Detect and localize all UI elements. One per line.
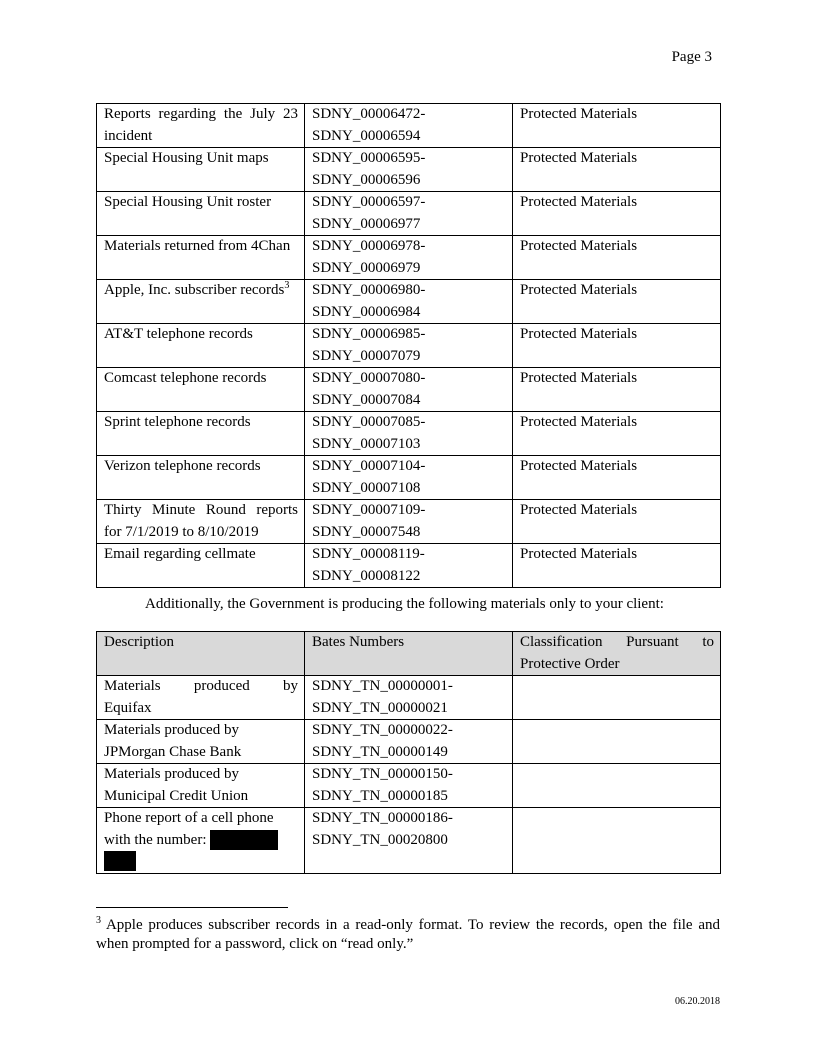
classification-cell bbox=[513, 148, 721, 192]
classification-text: Protected Materials bbox=[520, 150, 638, 166]
bates-cell bbox=[305, 192, 513, 236]
table-row bbox=[97, 412, 721, 456]
description-cell bbox=[97, 236, 305, 280]
footnote-marker: 3 bbox=[96, 915, 101, 926]
table-row bbox=[97, 544, 721, 588]
table-row bbox=[97, 280, 721, 324]
description-cell bbox=[97, 148, 305, 192]
description-text: Thirty Minute Round reports for 7/1/2019 to 8/10/2019 bbox=[104, 502, 298, 540]
table-row bbox=[97, 192, 721, 236]
bates-end: SDNY_00006977 bbox=[312, 215, 421, 232]
table-row bbox=[97, 764, 721, 808]
bates-cell bbox=[305, 456, 513, 500]
table-row bbox=[97, 368, 721, 412]
bates-start: SDNY_00006595- bbox=[312, 150, 426, 166]
bates-cell bbox=[305, 764, 513, 808]
description-cell bbox=[97, 324, 305, 368]
description-cell bbox=[97, 500, 305, 544]
classification-cell bbox=[513, 500, 721, 544]
description-cell bbox=[97, 764, 305, 808]
description-cell bbox=[97, 192, 305, 236]
description-line: Phone report of a cell phone bbox=[104, 810, 274, 826]
description-text: Verizon telephone records bbox=[104, 458, 261, 474]
table-row bbox=[97, 808, 721, 874]
description-cell bbox=[97, 676, 305, 720]
classification-text: Protected Materials bbox=[520, 502, 638, 518]
bates-end: SDNY_TN_00000149 bbox=[312, 743, 448, 760]
bates-cell bbox=[305, 236, 513, 280]
table-row bbox=[97, 456, 721, 500]
header-classification-text: Classification Pursuant to Protective Order bbox=[520, 634, 714, 672]
bates-start: SDNY_TN_00000150- bbox=[312, 766, 453, 782]
description-text: Special Housing Unit roster bbox=[104, 194, 272, 210]
bates-cell bbox=[305, 324, 513, 368]
description-text: Sprint telephone records bbox=[104, 414, 251, 430]
description-text: AT&T telephone records bbox=[104, 326, 253, 342]
table-row bbox=[97, 500, 721, 544]
classification-text: Protected Materials bbox=[520, 194, 638, 210]
bates-cell bbox=[305, 676, 513, 720]
bates-start: SDNY_TN_00000001- bbox=[312, 678, 453, 694]
description-text: Special Housing Unit maps bbox=[104, 150, 269, 166]
description-text: Materials returned from 4Chan bbox=[104, 238, 291, 254]
description-line: Materials produced by bbox=[104, 722, 239, 738]
description-text: Apple, Inc. subscriber records bbox=[104, 282, 285, 298]
bates-start: SDNY_00007109- bbox=[312, 502, 426, 518]
bates-end: SDNY_00006984 bbox=[312, 303, 421, 320]
classification-cell bbox=[513, 368, 721, 412]
bates-end: SDNY_00007548 bbox=[312, 523, 421, 540]
bates-start: SDNY_00007104- bbox=[312, 458, 426, 474]
description-cell bbox=[97, 544, 305, 588]
bates-start: SDNY_00006980- bbox=[312, 282, 426, 298]
bates-cell bbox=[305, 148, 513, 192]
classification-cell bbox=[513, 236, 721, 280]
footnote-reference: 3 bbox=[284, 280, 290, 291]
description-text: Email regarding cellmate bbox=[104, 546, 256, 562]
classification-text: Protected Materials bbox=[520, 546, 638, 562]
description-cell bbox=[97, 808, 305, 874]
table-row bbox=[97, 148, 721, 192]
description-cell bbox=[97, 456, 305, 500]
classification-cell bbox=[513, 764, 721, 808]
bates-end: SDNY_00007079 bbox=[312, 347, 421, 364]
description-cell bbox=[97, 720, 305, 764]
bates-end: SDNY_TN_00020800 bbox=[312, 831, 448, 848]
bates-end: SDNY_00007108 bbox=[312, 479, 421, 496]
bates-cell bbox=[305, 368, 513, 412]
bates-start: SDNY_00007080- bbox=[312, 370, 426, 386]
bates-end: SDNY_00006596 bbox=[312, 171, 421, 188]
classification-text: Protected Materials bbox=[520, 458, 638, 474]
bates-start: SDNY_00006985- bbox=[312, 326, 426, 342]
bates-end: SDNY_00006979 bbox=[312, 259, 421, 276]
classification-cell bbox=[513, 676, 721, 720]
bates-cell bbox=[305, 544, 513, 588]
bates-cell bbox=[305, 280, 513, 324]
table-header-row bbox=[97, 632, 721, 676]
table-row bbox=[97, 104, 721, 148]
materials-table-protected bbox=[96, 103, 721, 588]
bates-end: SDNY_00006594 bbox=[312, 127, 421, 144]
description-line: Materials produced by bbox=[104, 678, 298, 694]
bates-end: SDNY_00007103 bbox=[312, 435, 421, 452]
classification-cell bbox=[513, 324, 721, 368]
classification-cell bbox=[513, 808, 721, 874]
bates-start: SDNY_00006472- bbox=[312, 106, 426, 122]
bates-cell bbox=[305, 808, 513, 874]
description-cell bbox=[97, 412, 305, 456]
footer-date: 06.20.2018 bbox=[675, 996, 720, 1007]
classification-cell bbox=[513, 104, 721, 148]
description-text: Reports regarding the July 23 incident bbox=[104, 106, 298, 144]
header-classification bbox=[513, 632, 721, 676]
table-row bbox=[97, 676, 721, 720]
classification-cell bbox=[513, 280, 721, 324]
materials-table-client-only bbox=[96, 631, 721, 874]
description-cell bbox=[97, 280, 305, 324]
bates-end: SDNY_TN_00000185 bbox=[312, 787, 448, 804]
description-cell bbox=[97, 104, 305, 148]
bates-end: SDNY_TN_00000021 bbox=[312, 699, 448, 716]
classification-text: Protected Materials bbox=[520, 106, 638, 122]
description-line: with the number: bbox=[104, 831, 207, 848]
bates-cell bbox=[305, 500, 513, 544]
bates-cell bbox=[305, 720, 513, 764]
bates-end: SDNY_00007084 bbox=[312, 391, 421, 408]
bates-start: SDNY_TN_00000186- bbox=[312, 810, 453, 826]
classification-text: Protected Materials bbox=[520, 326, 638, 342]
bates-start: SDNY_00007085- bbox=[312, 414, 426, 430]
footnote-divider bbox=[96, 907, 288, 908]
header-bates-numbers: Bates Numbers bbox=[305, 632, 513, 676]
classification-text: Protected Materials bbox=[520, 370, 638, 386]
bates-start: SDNY_00006978- bbox=[312, 238, 426, 254]
intro-paragraph: Additionally, the Government is producing the following materials only to your client: bbox=[145, 596, 664, 612]
table-row bbox=[97, 720, 721, 764]
redaction-box bbox=[210, 830, 278, 850]
classification-text: Protected Materials bbox=[520, 238, 638, 254]
bates-end: SDNY_00008122 bbox=[312, 567, 421, 584]
footnote-text: Apple produces subscriber records in a read-only format. To review the records, open the file and when prompted for a password, click on “read only.” bbox=[96, 917, 720, 952]
bates-start: SDNY_TN_00000022- bbox=[312, 722, 453, 738]
classification-cell bbox=[513, 544, 721, 588]
bates-start: SDNY_00006597- bbox=[312, 194, 426, 210]
classification-text: Protected Materials bbox=[520, 414, 638, 430]
table-row bbox=[97, 324, 721, 368]
description-cell bbox=[97, 368, 305, 412]
description-line: Municipal Credit Union bbox=[104, 787, 249, 804]
description-text: Comcast telephone records bbox=[104, 370, 267, 386]
footnote bbox=[96, 916, 720, 954]
bates-cell bbox=[305, 412, 513, 456]
description-line: Equifax bbox=[104, 699, 152, 716]
classification-cell bbox=[513, 720, 721, 764]
header-description: Description bbox=[97, 632, 305, 676]
description-line: JPMorgan Chase Bank bbox=[104, 743, 242, 760]
redaction-box bbox=[104, 851, 136, 871]
description-line: Materials produced by bbox=[104, 766, 239, 782]
classification-cell bbox=[513, 412, 721, 456]
table-row bbox=[97, 236, 721, 280]
bates-start: SDNY_00008119- bbox=[312, 546, 425, 562]
bates-cell bbox=[305, 104, 513, 148]
classification-text: Protected Materials bbox=[520, 282, 638, 298]
page-number: Page 3 bbox=[671, 49, 712, 65]
classification-cell bbox=[513, 192, 721, 236]
classification-cell bbox=[513, 456, 721, 500]
